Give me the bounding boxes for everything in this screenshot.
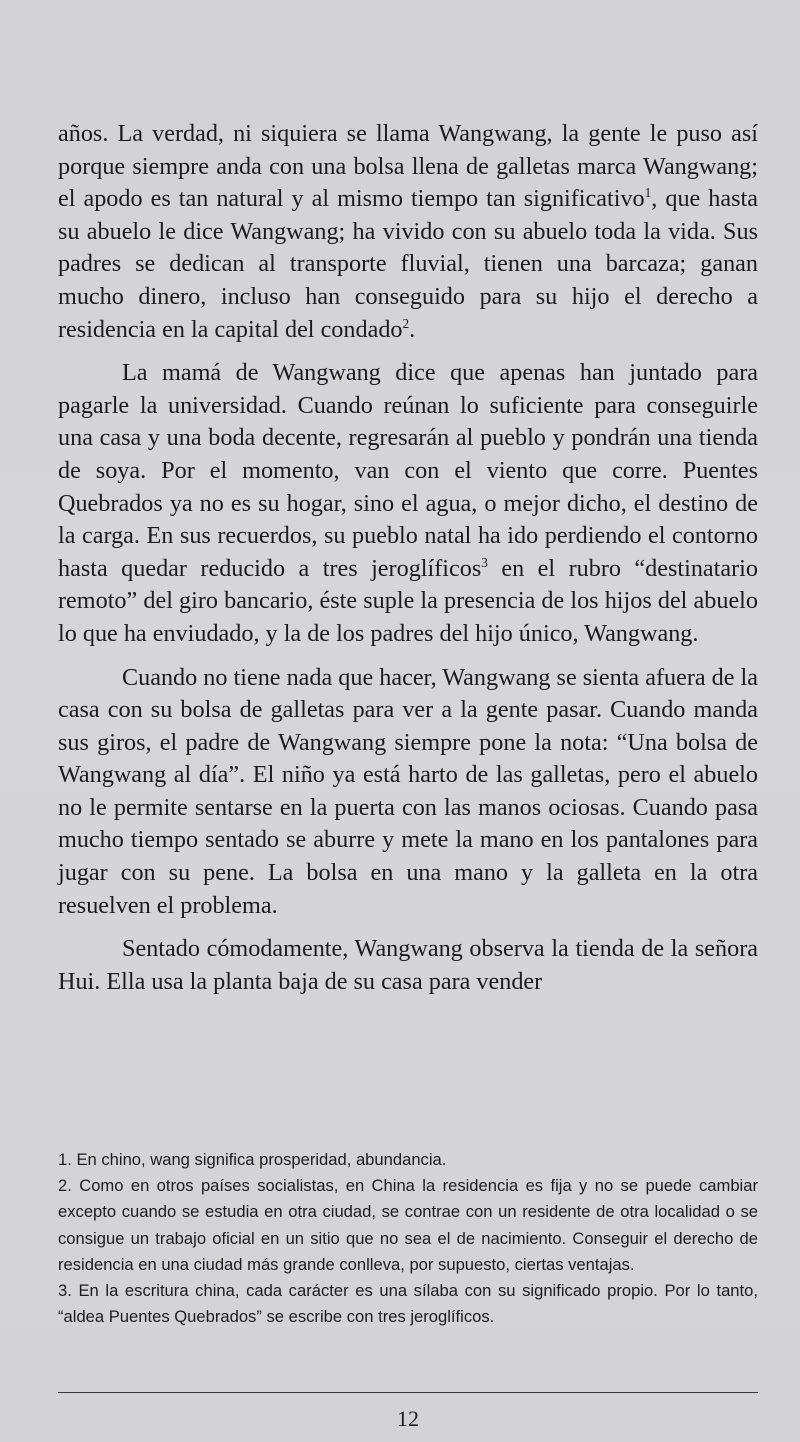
footnote-1: 1. En chino, wang significa prosperidad, abundancia. <box>58 1150 447 1169</box>
footnote-ref-3: 3 <box>481 554 488 570</box>
footnote-ref-2: 2 <box>402 315 410 331</box>
footnote-2: 2. Como en otros países socialistas, en China la residencia es fija y no se puede cambiar excepto cuando se estudia en otra ciudad, se contrae con un residente de otra localidad o se consigue un trabajo oficial en un sitio que no sea el de nacimiento. Conseguir el derecho de residencia en una ciudad más grande conlleva, por supuesto, ciertas ventajas. <box>58 1176 758 1274</box>
footnote-ref-1: 1 <box>644 185 652 201</box>
body-text <box>58 118 758 998</box>
footnote-3: 3. En la escritura china, cada carácter es una sílaba con su significado propio. Por lo tanto, “aldea Puentes Quebrados” se escribe con tres jeroglíficos. <box>58 1281 758 1327</box>
paragraph-1: años. La verdad, ni siquiera se llama Wangwang, la gente le puso así porque siempre anda con una bolsa llena de galletas marca Wangwang; el apodo es tan natural y al mismo tiempo tan significativo$^1$, que hasta su abuelo le dice Wangwang; ha vivido con su abuelo toda la vida. Sus padres se dedican al transporte fluvial, tienen una barcaza; ganan mucho dinero, incluso han conseguido para su hijo el derecho a residencia en la capital del condado$^2$. <box>58 120 758 343</box>
page-number: 12 <box>397 1406 419 1431</box>
footer-rule <box>58 1392 758 1393</box>
footnotes <box>58 1147 758 1330</box>
paragraph-2: La mamá de Wangwang dice que apenas han juntado para pagarle la universidad. Cuando reúnan lo suficiente para conseguirle una casa y una boda decente, regresarán al pueblo y pondrán una tienda de soya. Por el momento, van con el viento que corre. Puentes Quebrados ya no es su hogar, sino el agua, o mejor dicho, el destino de la carga. En sus recuerdos, su pueblo natal ha ido perdiendo el contorno hasta quedar reducido a tres jeroglíficos$^3$ en el rubro “destinatario remoto” del giro bancario, éste suple la presencia de los hijos del abuelo lo que ha enviudado, y la de los padres del hijo único, Wangwang. <box>58 359 758 647</box>
paragraph-4: Sentado cómodamente, Wangwang observa la tienda de la señora Hui. Ella usa la planta baja de su casa para vender <box>58 935 758 995</box>
paragraph-3: Cuando no tiene nada que hacer, Wangwang se sienta afuera de la casa con su bolsa de galletas para ver a la gente pasar. Cuando manda sus giros, el padre de Wangwang siempre pone la nota: “Una bolsa de Wangwang al día”. El niño ya está harto de las galletas, pero el abuelo no le permite sentarse en la puerta con las manos ociosas. Cuando pasa mucho tiempo sentado se aburre y mete la mano en los pantalones para jugar con su pene. La bolsa en una mano y la galleta en la otra resuelven el problema. <box>58 663 758 919</box>
